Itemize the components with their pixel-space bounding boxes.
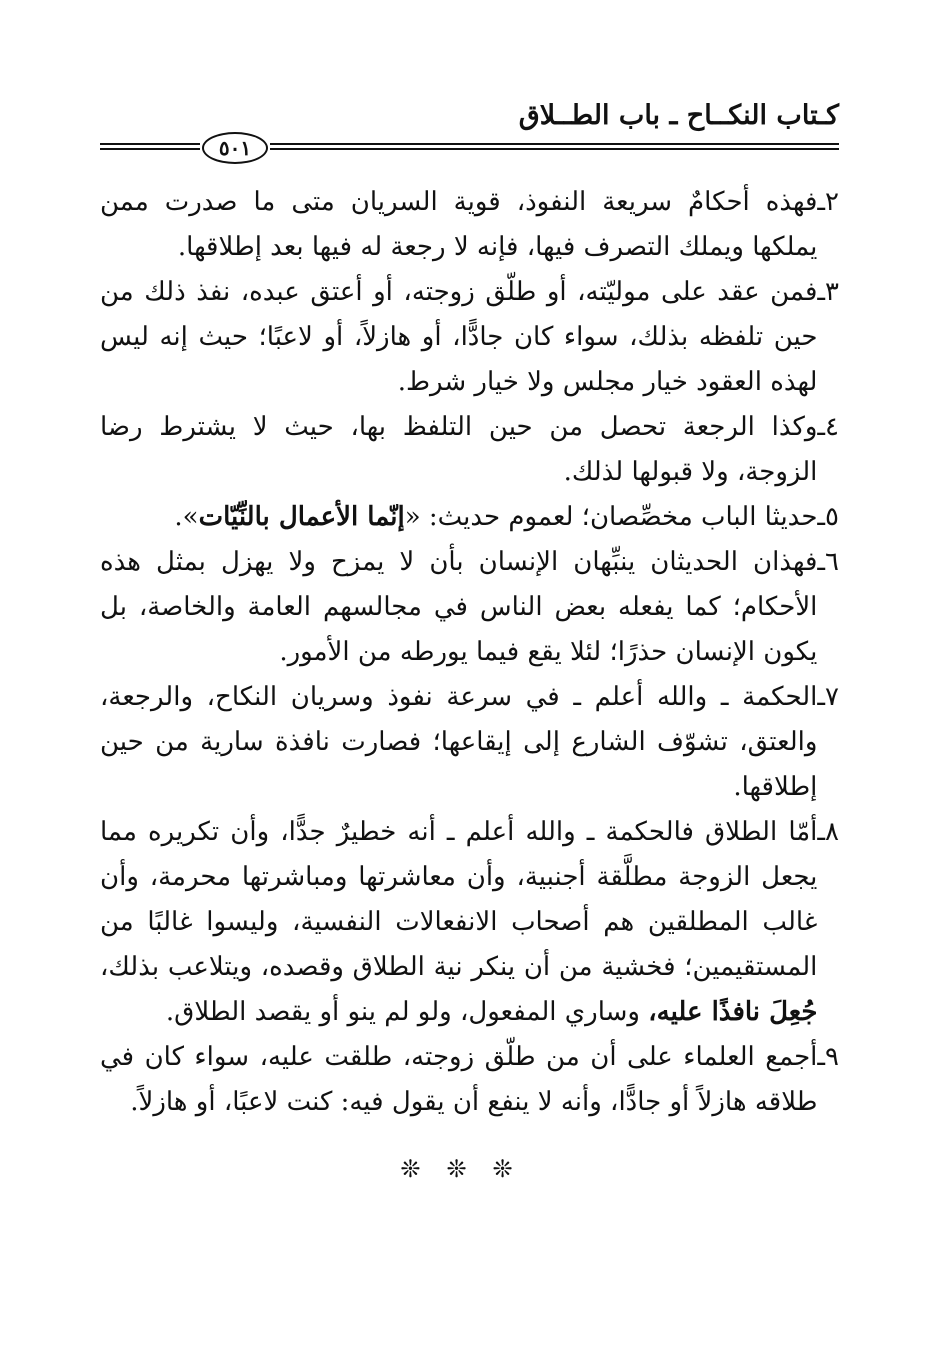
item-text: أجمع العلماء على أن من طلّق زوجته، طلقت عليه، سواء كان في طلاقه هازلاً أو جادًّا، وأنه لا ينفع أن يقول فيه: كنت لاعبًا، أو هازلاً.	[100, 1042, 818, 1117]
list-item-3	[100, 270, 839, 405]
item-text	[100, 495, 817, 540]
list-item-7	[100, 675, 839, 810]
item-number: ٦ـ	[817, 547, 839, 577]
header-rule-left	[100, 143, 200, 150]
item-text: فهذه أحكامٌ سريعة النفوذ، قوية السريان متى ما صدرت ممن يملكها ويملك التصرف فيها، فإنه لا رجعة له فيها بعد إطلاقها.	[100, 187, 818, 262]
item-number: ٥ـ	[817, 502, 839, 532]
section-end-ornament: ❊❊❊	[400, 1155, 539, 1183]
page-number: ٥٠١	[202, 132, 268, 164]
emphasis-text: جُعِلَ نافذًا عليه،	[648, 997, 818, 1027]
item-number: ٩ـ	[817, 1042, 839, 1072]
item-number: ٣ـ	[817, 277, 839, 307]
item-text: فمن عقد على موليّته، أو طلّق زوجته، أو أعتق عبده، نفذ ذلك من حين تلفظه بذلك، سواء كان جادًّا، أو هازلاً، أو لاعبًا؛ حيث إنه ليس لهذه العقود خيار مجلس ولا خيار شرط.	[100, 277, 818, 397]
item-text-part: أمّا الطلاق فالحكمة ـ والله أعلم ـ أنه خطيرٌ جدًّا، وأن تكريره مما يجعل الزوجة مطلَّقة أجنبية، وأن معاشرتها ومباشرتها محرمة، وأن غالب المطلقين هم أصحاب الانفعالات النفسية، وليسوا غالبًا من المستقيمين؛ فخشية من أن ينكر نية الطلاق وقصده، ويتلاعب بذلك،	[100, 817, 818, 982]
body-text	[100, 180, 839, 1125]
list-item-2	[100, 180, 839, 270]
item-number: ٨ـ	[817, 817, 839, 847]
item-text-part: وساري المفعول، ولو لم ينو أو يقصد الطلاق.	[165, 997, 649, 1027]
running-header: كـتاب النكــاح ـ باب الطــلاق	[518, 100, 839, 131]
list-item-5	[100, 495, 839, 540]
item-text-part: ».	[174, 502, 199, 532]
item-number: ٢ـ	[817, 187, 839, 217]
list-item-8	[100, 810, 839, 1035]
list-item-6	[100, 540, 839, 675]
item-text: الحكمة ـ والله أعلم ـ في سرعة نفوذ وسريان النكاح، والرجعة، والعتق، تشوّف الشارع إلى إيقاعها؛ فصارت نافذة سارية من حين إطلاقها.	[100, 682, 818, 802]
item-text: وكذا الرجعة تحصل من حين التلفظ بها، حيث لا يشترط رضا الزوجة، ولا قبولها لذلك.	[100, 412, 818, 487]
header-rule-right	[270, 143, 839, 150]
list-item-4	[100, 405, 839, 495]
item-number: ٤ـ	[817, 412, 839, 442]
item-number: ٧ـ	[817, 682, 839, 712]
list-item-9	[100, 1035, 839, 1125]
item-text-part: حديثا الباب مخصِّصان؛ لعموم حديث: «	[404, 502, 818, 532]
hadith-quote: إنّما الأعمال بالنِّيّات	[198, 502, 405, 532]
item-text	[100, 810, 817, 1035]
item-text: فهذان الحديثان ينبِّهان الإنسان بأن لا يمزح ولا يهزل بمثل هذه الأحكام؛ كما يفعله بعض الناس في مجالسهم العامة والخاصة، بل يكون الإنسان حذرًا؛ لئلا يقع فيما يورطه من الأمور.	[100, 547, 818, 667]
